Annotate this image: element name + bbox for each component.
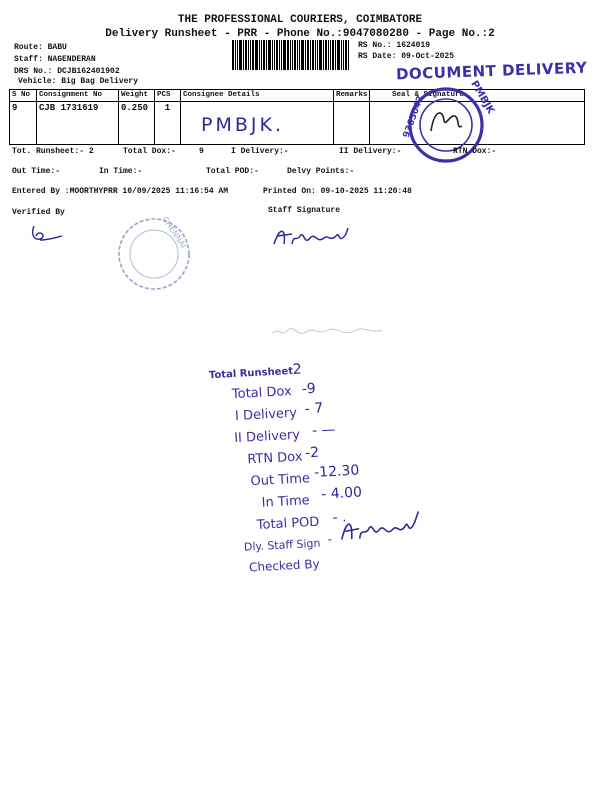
faint-stamp-text: CHENNAI xyxy=(160,214,189,251)
ii-delivery-label: II Delivery:- xyxy=(339,147,402,156)
col-header-pcs: PCS xyxy=(155,90,181,102)
barcode-bar xyxy=(283,40,286,70)
cell-pcs: 1 xyxy=(155,102,181,145)
barcode-bar xyxy=(259,40,260,70)
barcode-bar xyxy=(266,40,267,70)
barcode-bar xyxy=(317,40,318,70)
barcode-bar xyxy=(235,40,236,70)
barcode-bar xyxy=(325,40,327,70)
col-header-seal: Seal & Signature xyxy=(370,90,585,102)
col-header-consignment: Consignment No xyxy=(37,90,119,102)
drs-label: DRS No.: DCJB162401902 xyxy=(14,67,120,76)
delvy-points-label: Delvy Points:- xyxy=(287,167,355,176)
cell-weight: 0.250 xyxy=(119,102,155,145)
barcode-bar xyxy=(332,40,334,70)
consignment-table xyxy=(9,89,585,145)
runsheet-subtitle: Delivery Runsheet - PRR - Phone No.:9047080280 - Page No.:2 xyxy=(105,28,495,40)
hw-label-total-pod: Total POD xyxy=(256,514,320,533)
round-stamp-text: PMBJK xyxy=(468,78,497,117)
hw-label-in-time: In Time xyxy=(261,493,311,511)
dly-staff-signature xyxy=(336,505,438,554)
cell-consignee xyxy=(181,102,334,145)
round-stamp-number: 9365042 xyxy=(401,94,427,140)
route-label: Route: BABU xyxy=(14,43,67,52)
barcode-bar xyxy=(328,40,329,70)
barcode-bar xyxy=(232,40,234,70)
out-time-label: Out Time:- xyxy=(12,167,61,176)
hw-label-total-dox: Total Dox xyxy=(231,384,293,403)
staff-label: Staff: NAGENDERAN xyxy=(14,55,96,64)
tot-runsheet-label: Tot. Runsheet:- 2 xyxy=(12,147,94,156)
hw-value-i-delivery: - 7 xyxy=(304,400,324,418)
rtn-dox-label: RTN Dox:- xyxy=(453,147,497,156)
barcode-bar xyxy=(330,40,331,70)
barcode-bar xyxy=(299,40,300,70)
barcode-bar xyxy=(287,40,289,70)
hw-value-rtn-dox: -2 xyxy=(304,444,320,462)
hw-label-i-delivery: I Delivery xyxy=(234,405,298,424)
hw-value-total-pod: - . xyxy=(332,509,347,527)
barcode-bar xyxy=(274,40,275,70)
barcode-bar xyxy=(255,40,258,70)
consignee-handwriting: PMBJK. xyxy=(201,114,284,136)
barcode-bar xyxy=(279,40,280,70)
vehicle-label: Vehicle: Big Bag Delivery xyxy=(18,77,139,86)
rs-no-label: RS No.: 1624019 xyxy=(358,41,431,50)
total-dox-value: 9 xyxy=(199,147,204,156)
hw-value-dly-staff-sign: - xyxy=(327,532,333,547)
hw-value-total-runsheet: 2 xyxy=(292,361,303,378)
hw-label-out-time: Out Time xyxy=(250,471,311,490)
staff-signature xyxy=(270,222,370,256)
hw-label-rtn-dox: RTN Dox xyxy=(247,449,303,468)
cell-remarks xyxy=(334,102,370,145)
barcode-bar xyxy=(237,40,238,70)
hw-label-total-runsheet: Total Runsheet xyxy=(208,365,294,382)
hw-value-out-time: -12.30 xyxy=(313,462,360,481)
table-row xyxy=(10,102,585,145)
barcode-bar xyxy=(281,40,282,70)
barcode-bar xyxy=(297,40,298,70)
company-title: THE PROFESSIONAL COURIERS, COIMBATORE xyxy=(177,14,423,26)
col-header-weight: Weight xyxy=(119,90,155,102)
barcode-bar xyxy=(239,40,242,70)
barcode-bar xyxy=(341,40,342,70)
barcode-bar xyxy=(319,40,322,70)
barcode-bar xyxy=(245,40,247,70)
barcode-bar xyxy=(243,40,244,70)
barcode-bar xyxy=(250,40,251,70)
barcode-bar xyxy=(268,40,271,70)
barcode-bar xyxy=(315,40,316,70)
barcode-bar xyxy=(294,40,296,70)
barcode-bar xyxy=(292,40,293,70)
barcode-bar xyxy=(261,40,262,70)
hw-value-ii-delivery: - — xyxy=(311,421,336,439)
barcode-bar xyxy=(263,40,265,70)
barcode-bar xyxy=(323,40,324,70)
barcode-bar xyxy=(312,40,314,70)
hw-value-total-dox: -9 xyxy=(301,380,317,398)
barcode-bar xyxy=(305,40,306,70)
hw-value-in-time: - 4.00 xyxy=(320,484,363,503)
barcode-bar xyxy=(343,40,344,70)
col-header-remarks: Remarks xyxy=(334,90,370,102)
faint-scribble xyxy=(268,322,388,346)
verified-by-label: Verified By xyxy=(12,208,65,217)
hw-label-ii-delivery: II Delivery xyxy=(233,427,301,447)
document-delivery-stamp: DOCUMENT DELIVERY xyxy=(395,58,588,84)
barcode-bar xyxy=(348,40,349,70)
barcode-bar xyxy=(337,40,340,70)
barcode-bar xyxy=(307,40,309,70)
barcode-bar xyxy=(272,40,273,70)
hw-label-checked-by: Checked By xyxy=(248,556,320,575)
verified-signature xyxy=(28,222,68,250)
barcode-bar xyxy=(276,40,278,70)
barcode xyxy=(232,40,355,70)
barcode-bar xyxy=(290,40,291,70)
cell-consignment: CJB 1731619 xyxy=(37,102,119,145)
barcode-bar xyxy=(345,40,347,70)
cell-sno: 9 xyxy=(10,102,37,145)
barcode-bar xyxy=(248,40,249,70)
table-header-row xyxy=(10,90,585,102)
hw-label-dly-staff-sign: Dly. Staff Sign xyxy=(243,536,321,554)
barcode-bar xyxy=(310,40,311,70)
col-header-sno: S No xyxy=(10,90,37,102)
barcode-bar xyxy=(301,40,304,70)
col-header-consignee: Consignee Details xyxy=(181,90,334,102)
i-delivery-label: I Delivery:- xyxy=(231,147,289,156)
barcode-bar xyxy=(335,40,336,70)
barcode-bar xyxy=(252,40,254,70)
handwritten-summary-stamp xyxy=(204,350,535,586)
rs-date-label: RS Date: 09-Oct-2025 xyxy=(358,52,455,61)
total-pod-label: Total POD:- xyxy=(206,167,259,176)
printed-on-label: Printed On: 09-10-2025 11:20:48 xyxy=(263,187,412,196)
in-time-label: In Time:- xyxy=(99,167,143,176)
staff-signature-label: Staff Signature xyxy=(268,206,341,215)
faint-round-stamp xyxy=(112,214,198,298)
total-dox-label: Total Dox:- xyxy=(123,147,176,156)
entered-by-label: Entered By :MOORTHYPRR 10/09/2025 11:16:54 AM xyxy=(12,187,229,196)
